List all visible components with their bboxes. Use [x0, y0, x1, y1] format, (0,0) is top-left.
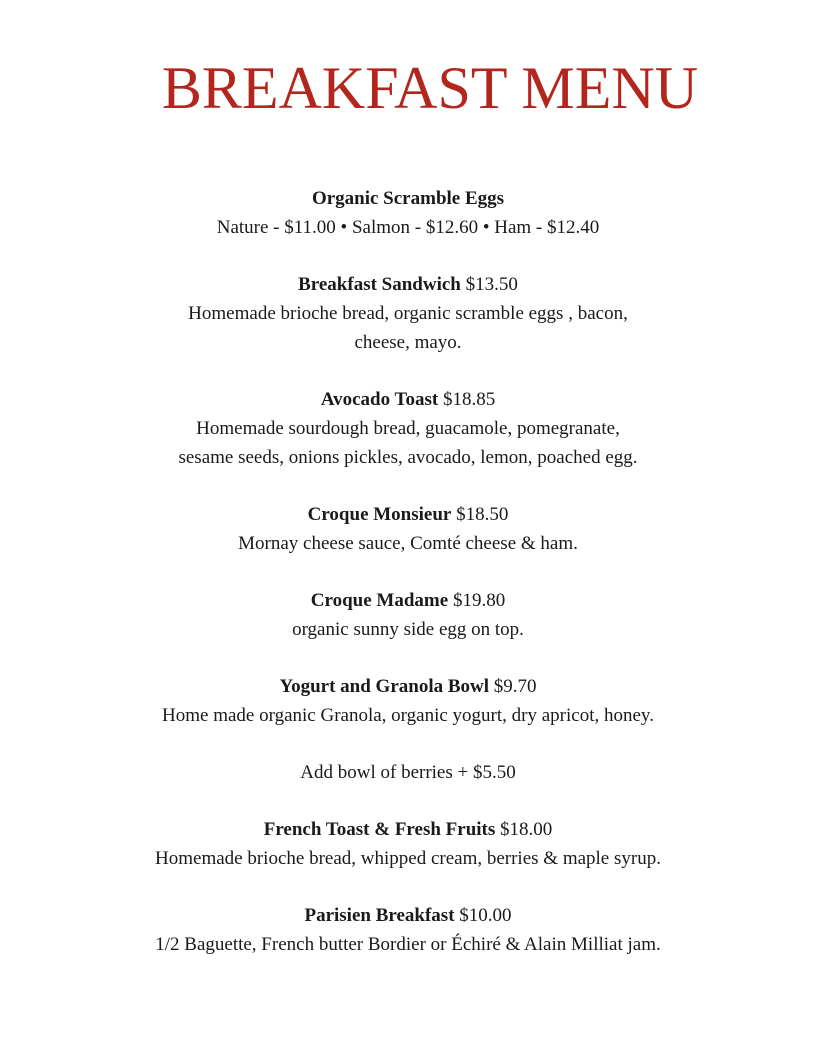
menu-addon-text: Add bowl of berries + $5.50	[300, 762, 516, 783]
menu-item-heading	[0, 270, 816, 299]
menu-item-name: Croque Monsieur	[307, 504, 452, 525]
menu-addon	[0, 758, 816, 787]
menu-item	[0, 270, 816, 357]
menu-list	[0, 184, 816, 987]
menu-item-price: $18.50	[456, 504, 509, 525]
menu-item	[0, 586, 816, 644]
menu-item-heading	[0, 586, 816, 615]
menu-item	[0, 901, 816, 959]
menu-item-price: $18.00	[500, 819, 553, 840]
menu-item-heading	[0, 385, 816, 414]
menu-item-name: Croque Madame	[310, 590, 449, 611]
menu-item-description: Homemade sourdough bread, guacamole, pomegranate,	[196, 418, 620, 439]
menu-item-heading	[0, 672, 816, 701]
menu-item	[0, 385, 816, 472]
menu-item-heading	[0, 815, 816, 844]
menu-item-name: Breakfast Sandwich	[298, 274, 461, 295]
menu-item-description: Home made organic Granola, organic yogurt, dry apricot, honey.	[162, 705, 654, 726]
menu-item-description: 1/2 Baguette, French butter Bordier or Échiré & Alain Milliat jam.	[155, 934, 661, 955]
menu-item-price: $9.70	[493, 676, 537, 697]
menu-item-name: Parisien Breakfast	[304, 905, 455, 926]
menu-item-description: Mornay cheese sauce, Comté cheese & ham.	[238, 533, 578, 554]
menu-item-name: Avocado Toast	[320, 389, 439, 410]
menu-item	[0, 500, 816, 558]
menu-title: BREAKFAST MENU	[161, 55, 699, 121]
menu-item-description: Homemade brioche bread, organic scramble eggs , bacon,	[188, 303, 628, 324]
menu-item-price: $18.85	[442, 389, 496, 410]
menu-item	[0, 815, 816, 873]
menu-item-name: Organic Scramble Eggs	[311, 188, 505, 209]
menu-item-heading	[0, 184, 816, 213]
menu-item-name: Yogurt and Granola Bowl	[279, 676, 490, 697]
menu-item-heading	[0, 901, 816, 930]
menu-item	[0, 672, 816, 730]
menu-item	[0, 184, 816, 242]
menu-item-description: Homemade brioche bread, whipped cream, berries & maple syrup.	[155, 848, 661, 869]
menu-item-price: $13.50	[465, 274, 518, 295]
menu-item-description: organic sunny side egg on top.	[292, 619, 524, 640]
menu-item-description: sesame seeds, onions pickles, avocado, lemon, poached egg.	[178, 447, 638, 468]
menu-item-description: cheese, mayo.	[354, 332, 462, 353]
menu-item-description: Nature - $11.00 • Salmon - $12.60 • Ham - $12.40	[216, 217, 600, 238]
menu-item-price: $19.80	[452, 590, 506, 611]
menu-item-price: $10.00	[459, 905, 512, 926]
menu-item-name: French Toast & Fresh Fruits	[263, 819, 496, 840]
menu-item-heading	[0, 500, 816, 529]
